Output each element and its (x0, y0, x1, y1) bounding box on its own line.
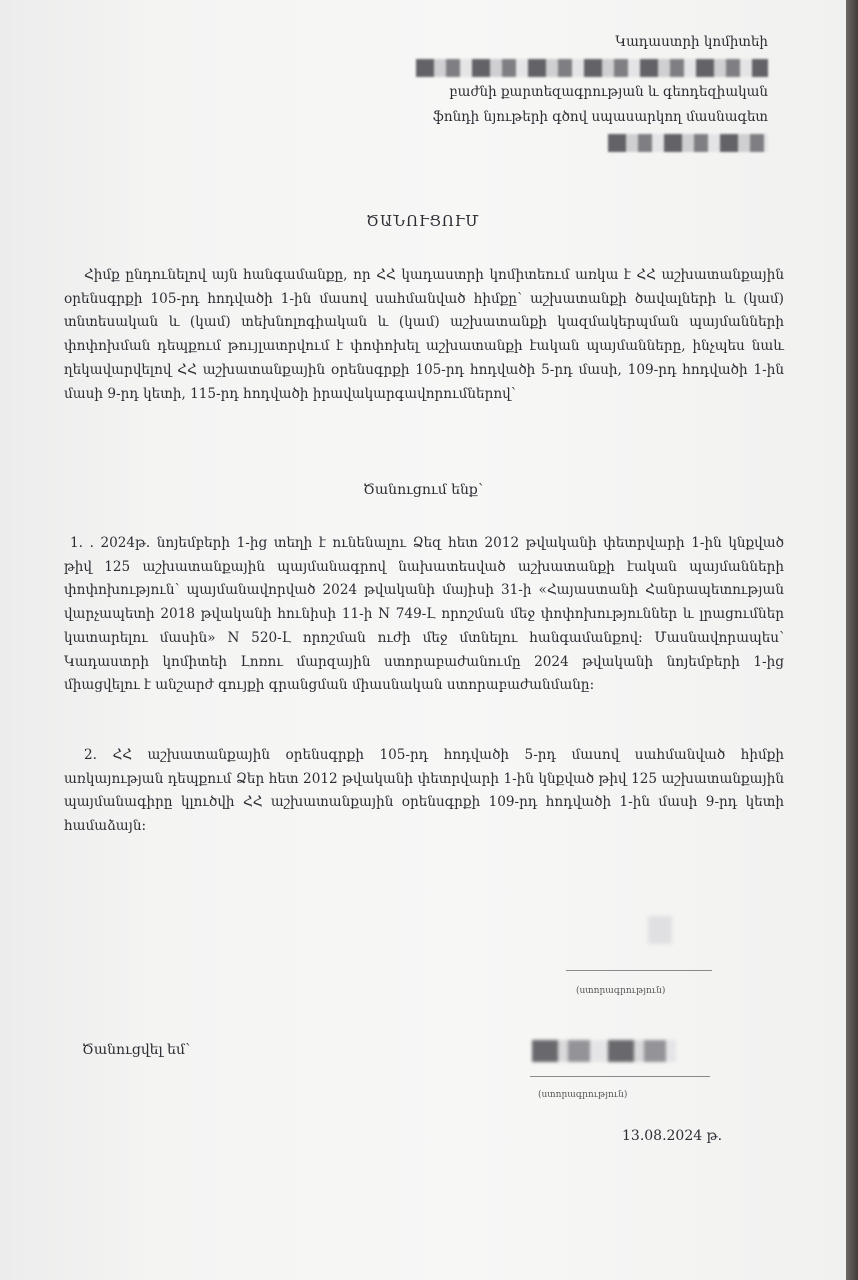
signature-caption-recipient: (ստորագրություն) (538, 1090, 628, 1100)
intro-paragraph: Հիմք ընդունելով այն հանգամանքը, որ ՀՀ կադաստրի կոմիտեում առկա է ՀՀ աշխատանքային օրենսգրքի 105-րդ հոդվածի 1-ին մասով սահմանված հիմքը՝ աշխատանքի ծավալների և (կամ) տնտեսական և (կամ) տեխնոլոգիական և (կամ) աշխատանքի կազմակերպման պայմանների փոփոխման դեպքում թույլատրվում է փոփոխել աշխատանքի էական պայմանները, ինչպես նաև ղեկավարվելով ՀՀ աշխատանքային օրենսգրքի 105-րդ հոդվածի 5-րդ մասի, 109-րդ հոդվածի 1-ին մասի 9-րդ կետի, 115-րդ հոդվածի իրավակարգավորումներով՝ (64, 267, 784, 402)
redacted-stamp (648, 916, 672, 944)
document-date: 13.08.2024 թ. (622, 1128, 723, 1144)
document-title: ԾԱՆՈՒՑՈՒՄ (366, 212, 480, 230)
redacted-recipient (416, 130, 768, 155)
addressee-block (416, 30, 768, 155)
acknowledged-label: Ծանուցվել եմ՝ (82, 1042, 191, 1058)
signature-caption-issuer: (ստորագրություն) (576, 986, 666, 996)
addressee-line-3: ֆոնդի նյութերի գծով սպասարկող մասնագետ (432, 109, 768, 125)
notify-heading: Ծանուցում ենք՝ (363, 482, 483, 498)
signature-line-issuer (566, 970, 712, 971)
addressee-line-2: բաժնի քարտեզագրության և գեոդեզիական (449, 84, 768, 100)
redacted-name (416, 55, 768, 80)
addressee-line-1: Կադաստրի կոմիտեի (615, 34, 768, 50)
signature-line-recipient (530, 1076, 710, 1077)
background-edge (846, 0, 858, 1280)
redacted-signature (532, 1040, 676, 1062)
notice-item-1: 1. . 2024թ. նոյեմբերի 1-ից տեղի է ունենալու Ձեզ հետ 2012 թվականի փետրվարի 1-ին կնքված թիվ 125 աշխատանքային պայմանագրով նախատեսված աշխատանքի էական պայմանների փոփոխություն՝ պայմանավորված 2024 թվականի մայիսի 31-ի «Հայաստանի Հանրապետության վարչապետի 2018 թվականի հունիսի 11-ի N 749-Լ որոշման մեջ փոփոխություններ և լրացումներ կատարելու մասին» N 520-Լ որոշման ուժի մեջ մտնելու հանգամանքով: Մասնավորապես՝ Կադաստրի կոմիտեի Լոռու մարզային ստորաբաժանումը 2024 թվականի նոյեմբերի 1-ից միացվելու է անշարժ գույքի գրանցման միասնական ստորաբաժանմանը: (64, 535, 784, 694)
notice-item-2: 2. ՀՀ աշխատանքային օրենսգրքի 105-րդ հոդվածի 5-րդ մասով սահմանված հիմքի առկայության դեպքում Ձեր հետ 2012 թվականի փետրվարի 1-ին կնքված թիվ 125 աշխատանքային պայմանագիրը կլուծվի ՀՀ աշխատանքային օրենսգրքի 109-րդ հոդվածի 1-ին մասի 9-րդ կետի համաձայն: (64, 747, 784, 835)
